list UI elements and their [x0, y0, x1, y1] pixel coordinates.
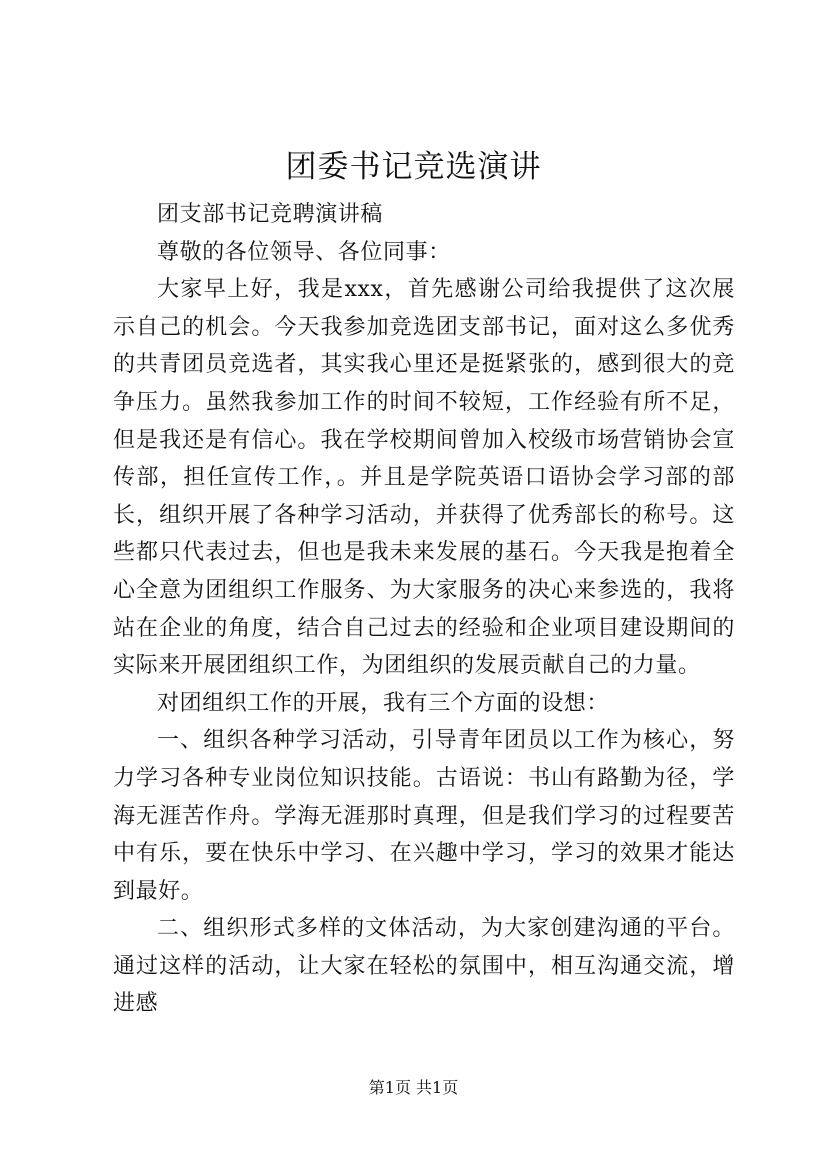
document-title: 团委书记竞选演讲	[285, 149, 542, 185]
page-footer: 第1页 共1页	[368, 1078, 459, 1097]
paragraph-introduction: 大家早上好，我是xxx，首先感谢公司给我提供了这次展示自己的机会。今天我参加竞选团支部书记，面对这么多优秀的共青团员竞选者，其实我心里还是挺紧张的，感到很大的竞争压力。虽然我参加工作的时间不较短，工作经验有所不足，但是我还是有信心。我在学校期间曾加入校级市场营销协会宣传部，担任宣传工作，。并且是学院英语口语协会学习部的部长，组织开展了各种学习活动，并获得了优秀部长的称号。这些都只代表过去，但也是我未来发展的基石。今天我是抱着全心全意为团组织工作服务、为大家服务的决心来参选的，我将站在企业的角度，结合自己过去的经验和企业项目建设期间的实际来开展团组织工作，为团组织的发展贡献自己的力量。	[113, 277, 735, 679]
paragraph-plan-two: 二、组织形式多样的文体活动，为大家创建沟通的平台。通过这样的活动，让大家在轻松的氛围中，相互沟通交流，增进感	[113, 916, 735, 1017]
paragraph-salutation: 尊敬的各位领导、各位同事：	[157, 239, 451, 265]
document-body	[113, 196, 735, 1023]
paragraph-subtitle: 团支部书记竞聘演讲稿	[157, 202, 384, 227]
paragraph-plan-one: 一、组织各种学习活动，引导青年团员以工作为核心，努力学习各种专业岗位知识技能。古语说：书山有路勤为径，学海无涯苦作舟。学海无涯那时真理，但是我们学习的过程要苦中有乐，要在快乐中学习、在兴趣中学习，学习的效果才能达到最好。	[113, 728, 735, 904]
paragraph-plan-intro: 对团组织工作的开展，我有三个方面的设想：	[157, 690, 610, 716]
